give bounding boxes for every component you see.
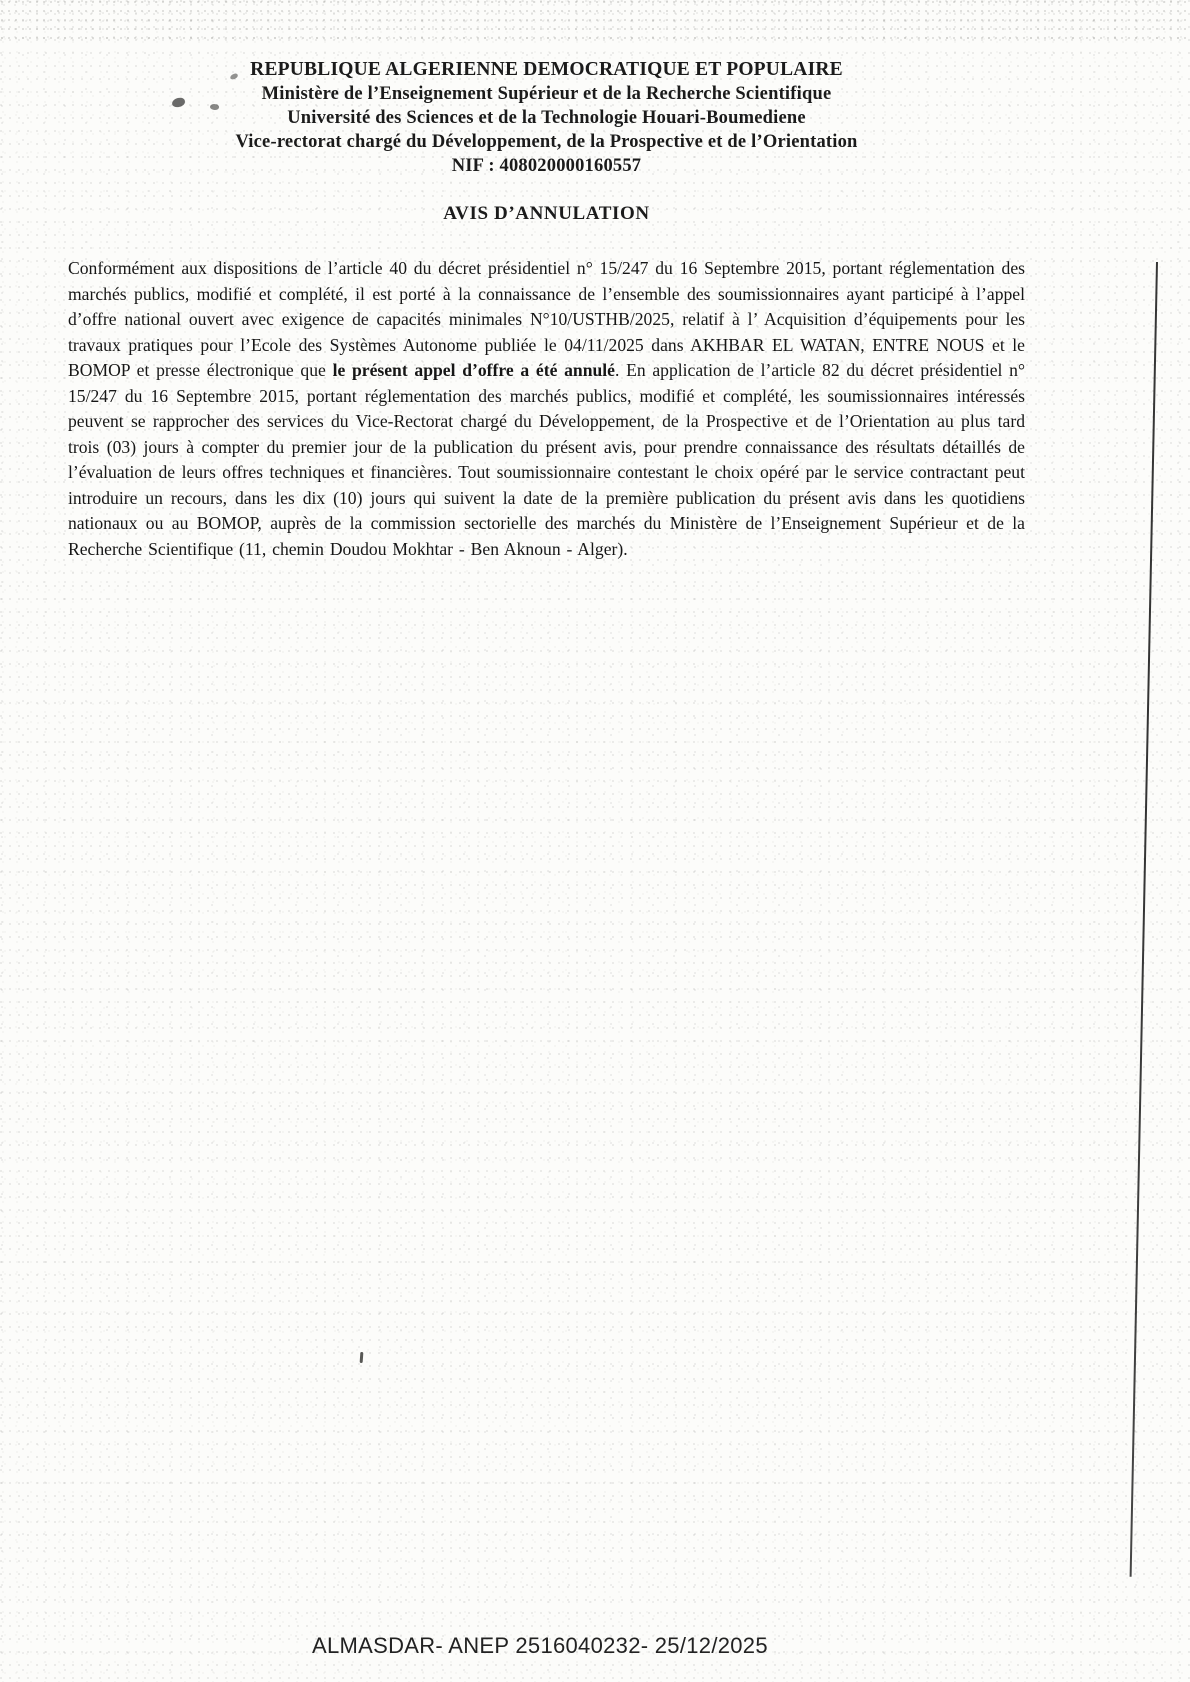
header-university-line: Université des Sciences et de la Technologie Houari-Boumediene — [287, 108, 806, 128]
body-text-bold-annulation: le présent appel d’offre a été annulé — [332, 360, 615, 380]
body-paragraph — [68, 256, 1025, 562]
header-republic-line: REPUBLIQUE ALGERIENNE DEMOCRATIQUE ET POPULAIRE — [250, 59, 843, 80]
body-text-part1: Conformément aux dispositions de l’article 40 du décret présidentiel n° 15/247 du 16 Septembre 2015, portant réglementation des marchés publics, modifié et complété, il est porté à la connaissance de l’ensemble des soumissionnaires ayant participé à l’appel d’offre national ouvert avec exigence de capacités minimales N°10/USTHB/2025, relatif à l’ Acquisition d’équipements pour les travaux pratiques pour l’Ecole des Systèmes Autonome publiée le 04/11/2025 dans AKHBAR EL WATAN, ENTRE NOUS et le BOMOP et presse électronique que — [68, 258, 1025, 380]
header-vice-rectorat-line: Vice-rectorat chargé du Développement, de la Prospective et de l’Orientation — [235, 132, 858, 152]
anep-footer-credit: ALMASDAR- ANEP 2516040232- 25/12/2025 — [312, 1633, 768, 1658]
header-ministry-line: Ministère de l’Enseignement Supérieur et de la Recherche Scientifique — [261, 84, 832, 104]
document-content — [0, 0, 1190, 562]
document-title: AVIS D’ANNULATION — [443, 203, 650, 224]
stray-tick-artifact — [360, 1352, 363, 1363]
header-nif-line: NIF : 408020000160557 — [451, 156, 642, 176]
body-text-part2: . En application de l’article 82 du décret présidentiel n° 15/247 du 16 Septembre 2015, portant réglementation des marchés publics, modifié et complété, les soumissionnaires intéressés peuvent se rapprocher des services du Vice-Rectorat chargé du Développement, de la Prospective et de l’Orientation au plus tard trois (03) jours à compter du premier jour de la publication du présent avis, pour prendre connaissance des résultats détaillés de l’évaluation de leurs offres techniques et financières. Tout soumissionnaire contestant le choix opéré par le service contractant peut introduire un recours, dans les dix (10) jours qui suivent la date de la première publication du présent avis dans les quotidiens nationaux ou au BOMOP, auprès de la commission sectorielle des marchés du Ministère de l’Enseignement Supérieur et de la Recherche Scientifique (11, chemin Doudou Mokhtar - Ben Aknoun - Alger). — [68, 360, 1025, 559]
document-header — [68, 58, 1025, 178]
